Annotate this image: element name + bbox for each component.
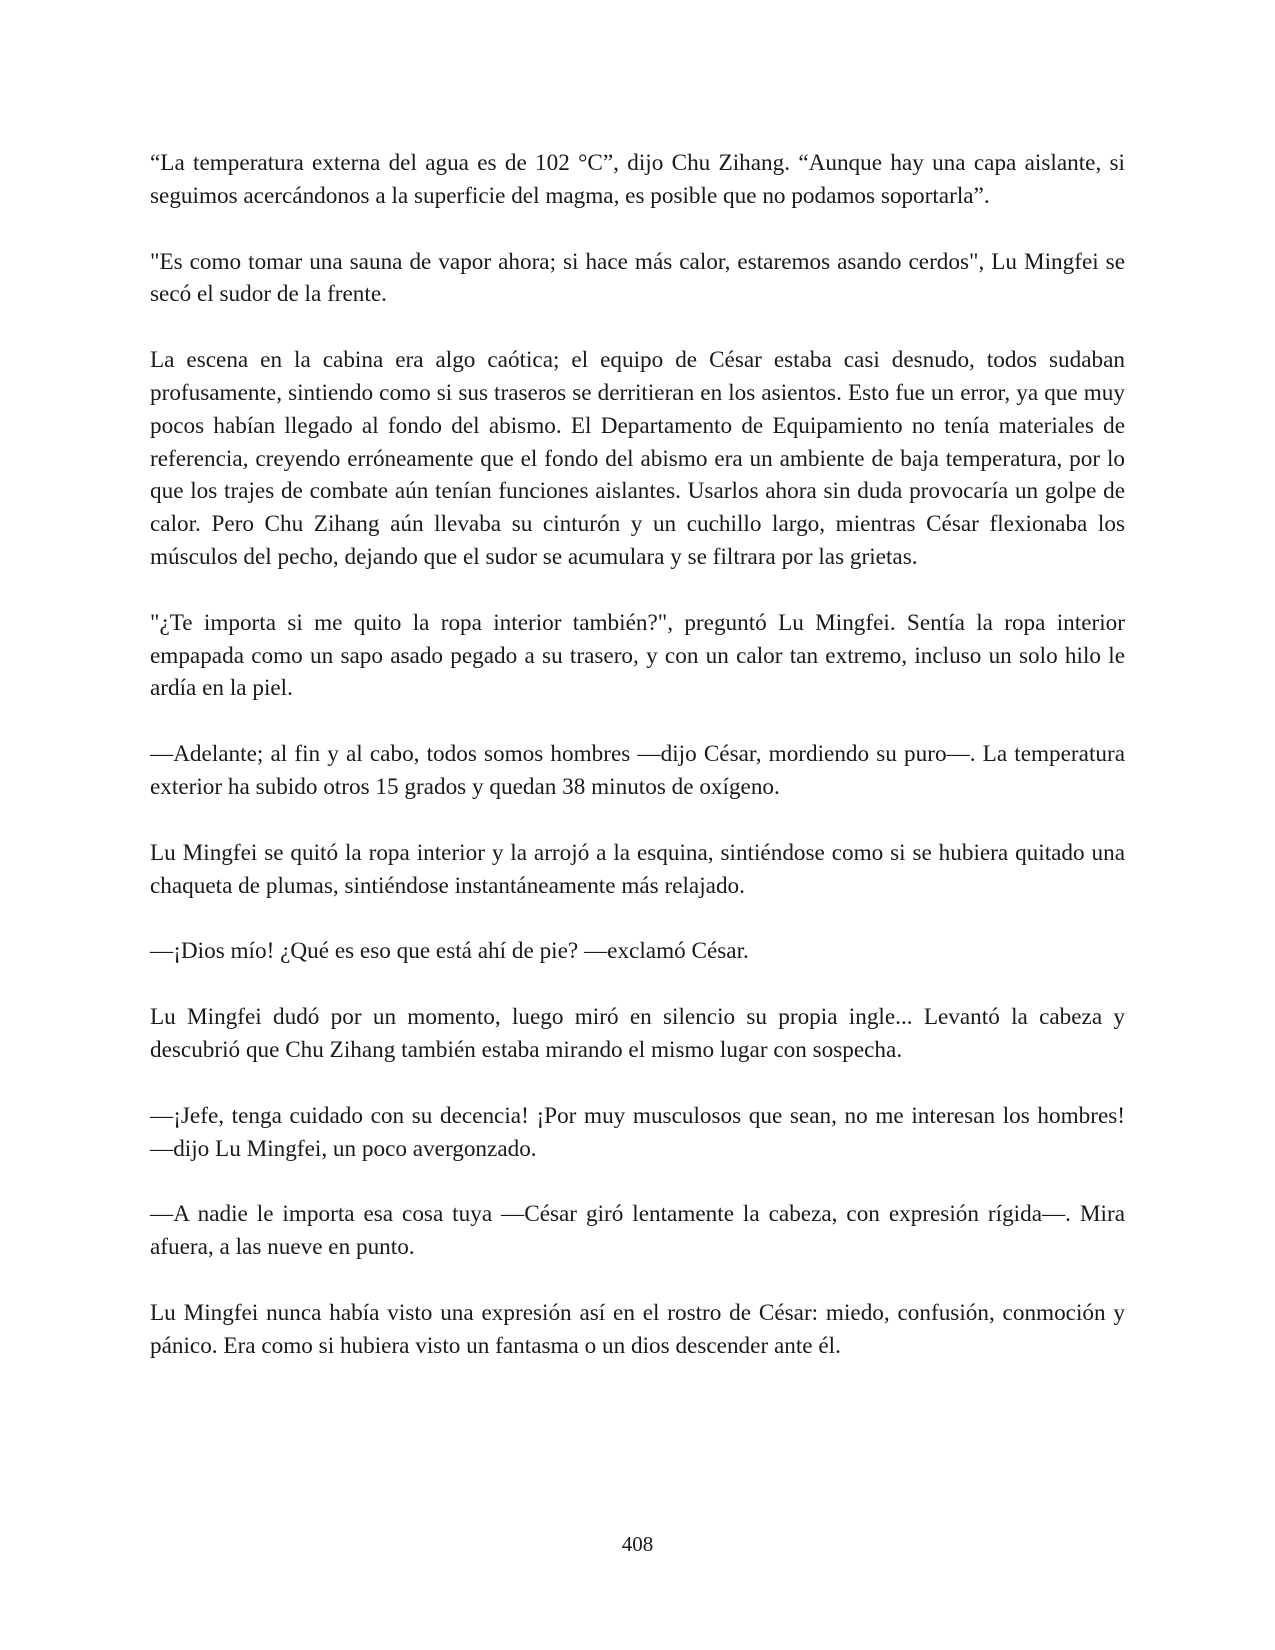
page-body — [150, 147, 1125, 1396]
paragraph: —¡Jefe, tenga cuidado con su decencia! ¡Por muy musculosos que sean, no me interesan los hombres! —dijo Lu Mingfei, un poco avergonzado. — [150, 1102, 1125, 1162]
paragraph: Lu Mingfei dudó por un momento, luego miró en silencio su propia ingle... Levantó la cabeza y descubrió que Chu Zihang también estaba mirando el mismo lugar con sospecha. — [150, 1004, 1125, 1063]
page-number: 408 — [621, 1532, 654, 1556]
paragraph: Lu Mingfei nunca había visto una expresión así en el rostro de César: miedo, confusión, conmoción y pánico. Era como si hubiera visto un fantasma o un dios descender ante él. — [150, 1299, 1125, 1359]
paragraph: La escena en la cabina era algo caótica; el equipo de César estaba casi desnudo, todos sudaban profusamente, sintiendo como si sus traseros se derritieran en los asientos. Esto fue un error, ya que muy pocos habían llegado al fondo del abismo. El Departamento de Equipamiento no tenía materiales de referencia, creyendo erróneamente que el fondo del abismo era un ambiente de baja temperatura, por lo que los trajes de combate aún tenían funciones aislantes. Usarlos ahora sin duda provocaría un golpe de calor. Pero Chu Zihang aún llevaba su cinturón y un cuchillo largo, mientras César flexionaba los músculos del pecho, dejando que el sudor se acumulara y se filtrara por las grietas. — [150, 347, 1125, 570]
paragraph: "¿Te importa si me quito la ropa interior también?", preguntó Lu Mingfei. Sentía la ropa interior empapada como un sapo asado pegado a su trasero, y con un calor tan extremo, incluso un solo hilo le ardía en la piel. — [150, 609, 1125, 702]
paragraph: —A nadie le importa esa cosa tuya —César giró lentamente la cabeza, con expresión rígida—. Mira afuera, a las nueve en punto. — [150, 1201, 1125, 1261]
paragraph: "Es como tomar una sauna de vapor ahora; si hace más calor, estaremos asando cerdos", Lu Mingfei se secó el sudor de la frente. — [150, 248, 1125, 308]
paragraph: —Adelante; al fin y al cabo, todos somos hombres —dijo César, mordiendo su puro—. La temperatura exterior ha subido otros 15 grados y quedan 38 minutos de oxígeno. — [150, 741, 1125, 800]
paragraph: “La temperatura externa del agua es de 102 °C”, dijo Chu Zihang. “Aunque hay una capa aislante, si seguimos acercándonos a la superficie del magma, es posible que no podamos soportarla”. — [150, 150, 1125, 209]
paragraph: —¡Dios mío! ¿Qué es eso que está ahí de pie? —exclamó César. — [150, 938, 749, 965]
paragraph: Lu Mingfei se quitó la ropa interior y la arrojó a la esquina, sintiéndose como si se hubiera quitado una chaqueta de plumas, sintiéndose instantáneamente más relajado. — [150, 839, 1125, 899]
